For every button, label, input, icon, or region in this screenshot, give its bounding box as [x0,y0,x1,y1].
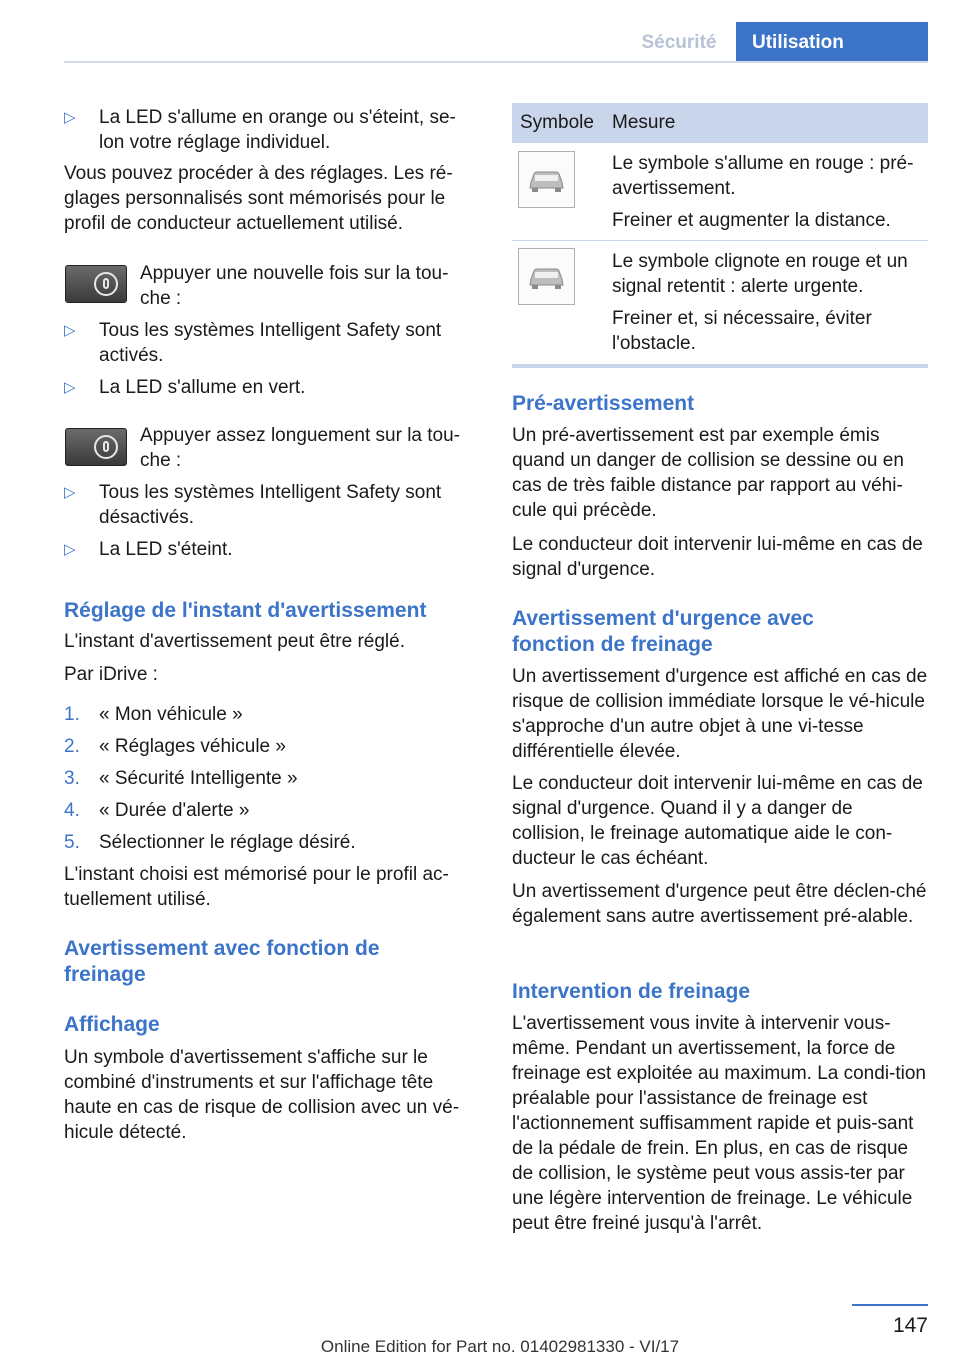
table-row-2-text-a: Le symbole clignote en rouge et un signal retentit : alerte urgente. [612,251,908,297]
bullet-text: La LED s'allume en vert. [99,377,306,398]
step-text: Sélectionner le réglage désiré. [99,832,356,853]
header-rule [64,61,928,63]
paragraph-urgence-2: Le conducteur doit intervenir lui-même en cas de signal d'urgence. Quand il y a danger de collision, le freinage automatique aide le con-ducteur le cas échéant. [512,773,923,869]
table-row-divider [512,240,928,241]
bullet-all-deactivated [64,480,474,530]
triangle-bullet-icon: ▷ [64,541,76,558]
paragraph-settings: Vous pouvez procéder à des réglages. Les ré-glages personnalisés sont mémorisés pour le profil de conducteur actuellement utilisé. [64,163,453,234]
heading-intervention: Intervention de freinage [512,980,751,1003]
step-number: 2. [64,736,80,757]
paragraph-reglage: L'instant d'avertissement peut être réglé. [64,631,405,652]
step-4 [64,798,474,823]
step-number: 5. [64,832,80,853]
heading-pre-avertissement: Pré-avertissement [512,392,695,415]
heading-reglage: Réglage de l'instant d'avertissement [64,599,427,622]
table-header-symbole: Symbole [520,112,594,133]
step-text: « Durée d'alerte » [99,800,250,821]
triangle-bullet-icon: ▷ [64,484,76,501]
step-2 [64,734,474,759]
header-section-tab[interactable]: Sécurité [641,32,717,53]
step-number: 4. [64,800,80,821]
bullet-text: La LED s'allume en orange ou s'éteint, se-lon votre réglage individuel. [99,107,456,153]
step-text: « Mon véhicule » [99,704,243,725]
paragraph-pre-2: Le conducteur doit intervenir lui-même en cas de signal d'urgence. [512,534,923,580]
step-1 [64,702,474,727]
button-icon [65,428,127,466]
paragraph-affichage: Un symbole d'avertissement s'affiche sur le combiné d'instruments et sur l'affichage tête haute en cas de risque de collision avec un vé-hicule détecté. [64,1047,460,1143]
press-long-text: Appuyer assez longuement sur la tou-che : [140,425,461,471]
press-again-text: Appuyer une nouvelle fois sur la tou-che : [140,263,449,309]
triangle-bullet-icon: ▷ [64,109,76,126]
table-bottom-rule [512,364,928,368]
step-5 [64,830,474,855]
bullet-text: La LED s'éteint. [99,539,233,560]
header-active-tab[interactable]: Utilisation [736,22,928,63]
footer-rule [852,1304,928,1306]
table-row-2-text-b: Freiner et, si nécessaire, éviter l'obstacle. [612,308,872,354]
bullet-led-orange [64,105,474,155]
step-number: 1. [64,704,80,725]
paragraph-urgence-3: Un avertissement d'urgence peut être déclen-ché également sans autre avertissement pré-alable. [512,881,927,927]
bullet-led-green [64,375,474,400]
page-number: 147 [892,1314,928,1337]
car-warning-icon [518,151,575,208]
heading-urgence: Avertissement d'urgence avec fonction de freinage [512,607,814,656]
paragraph-idrive: Par iDrive : [64,664,158,685]
step-text: « Sécurité Intelligente » [99,768,298,789]
footer-edition: Online Edition for Part no. 01402981330 - VI/17 [320,1337,680,1356]
button-icon [65,265,127,303]
bullet-text: Tous les systèmes Intelligent Safety sont activés. [99,320,442,366]
heading-avertissement-freinage: Avertissement avec fonction de freinage [64,937,380,986]
paragraph-pre-1: Un pré-avertissement est par exemple émis quand un danger de collision se dessine ou en cas de très faible distance par rapport au véhi-cule qui précède. [512,425,904,521]
heading-affichage: Affichage [64,1013,160,1036]
step-3 [64,766,474,791]
step-number: 3. [64,768,80,789]
bullet-all-active [64,318,474,368]
triangle-bullet-icon: ▷ [64,379,76,396]
table-row-1-text-b: Freiner et augmenter la distance. [612,210,891,231]
triangle-bullet-icon: ▷ [64,322,76,339]
bullet-led-off [64,537,474,562]
bullet-text: Tous les systèmes Intelligent Safety sont désactivés. [99,482,442,528]
paragraph-urgence-1: Un avertissement d'urgence est affiché en cas de risque de collision immédiate lorsque le vé-hicule s'approche d'un autre objet à une vi-tesse différentielle élevée. [512,666,928,762]
table-header [512,103,928,143]
table-header-mesure: Mesure [612,112,676,133]
car-warning-icon [518,248,575,305]
table-row-1-text-a: Le symbole s'allume en rouge : pré-avertissement. [612,153,914,199]
paragraph-intervention: L'avertissement vous invite à intervenir vous-même. Pendant un avertissement, la force de freinage est exploitée au maximum. La condi-tion préalable pour l'assistance de freinage est l'actionnement suffisamment rapide et puis-sant de la pédale de frein. En plus, en cas de risque de collision, le système peut vous assis-ter par une légère intervention de freinage. Le véhicule peut être freiné jusqu'à l'arrêt. [512,1013,927,1234]
paragraph-memorise: L'instant choisi est mémorisé pour le profil ac-tuellement utilisé. [64,864,449,910]
step-text: « Réglages véhicule » [99,736,286,757]
